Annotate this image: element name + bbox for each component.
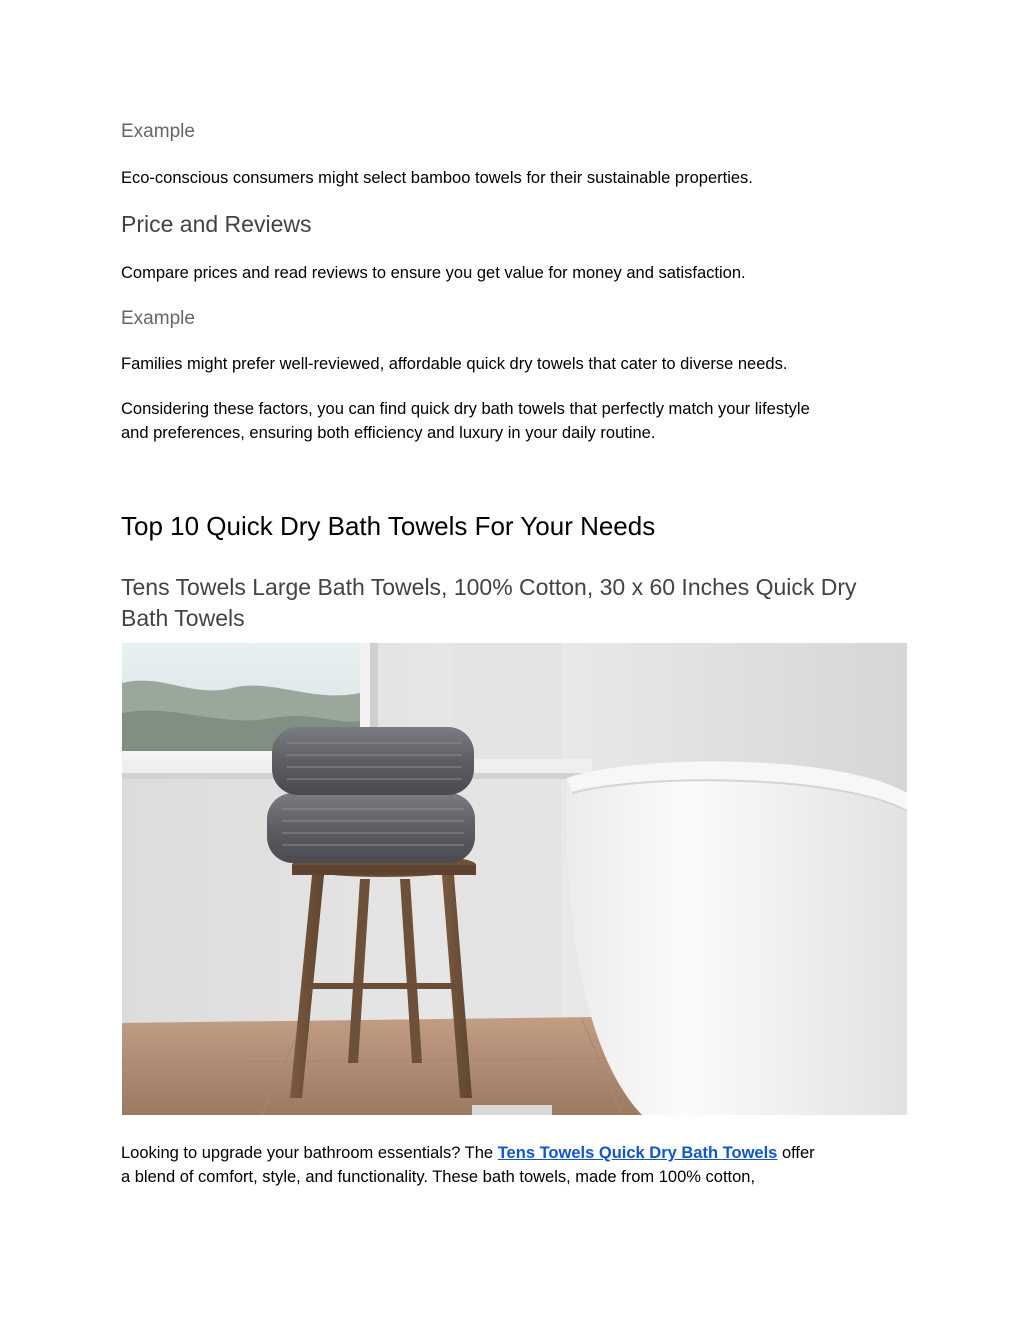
intro-line-2: a blend of comfort, style, and functionality. These bath towels, made from 100% cotton, bbox=[121, 1168, 756, 1186]
product-image bbox=[122, 643, 907, 1115]
example-text: Eco-conscious consumers might select bamboo towels for their sustainable properties. bbox=[121, 169, 753, 187]
considering-line-2: and preferences, ensuring both efficiency and luxury in your daily routine. bbox=[121, 424, 656, 442]
product-title-line-2: Bath Towels bbox=[121, 605, 245, 631]
intro-text-before: Looking to upgrade your bathroom essentials? The bbox=[121, 1144, 498, 1162]
price-reviews-heading: Price and Reviews bbox=[121, 211, 312, 237]
considering-paragraph bbox=[121, 397, 810, 445]
intro-paragraph bbox=[121, 1141, 815, 1189]
example-text-2: Families might prefer well-reviewed, affordable quick dry towels that cater to diverse needs. bbox=[121, 355, 788, 373]
product-title-line-1: Tens Towels Large Bath Towels, 100% Cotton, 30 x 60 Inches Quick Dry bbox=[121, 574, 857, 600]
top10-heading: Top 10 Quick Dry Bath Towels For Your Needs bbox=[121, 511, 656, 541]
product-title bbox=[121, 572, 857, 634]
tens-towels-product-link[interactable]: Tens Towels Quick Dry Bath Towels bbox=[497, 1144, 778, 1162]
example-heading: Example bbox=[121, 121, 195, 142]
intro-text-after: offer bbox=[777, 1144, 815, 1162]
price-reviews-text: Compare prices and read reviews to ensure you get value for money and satisfaction. bbox=[121, 264, 746, 282]
example-heading-2: Example bbox=[121, 308, 195, 329]
considering-line-1: Considering these factors, you can find quick dry bath towels that perfectly match your lifestyle bbox=[121, 400, 810, 418]
